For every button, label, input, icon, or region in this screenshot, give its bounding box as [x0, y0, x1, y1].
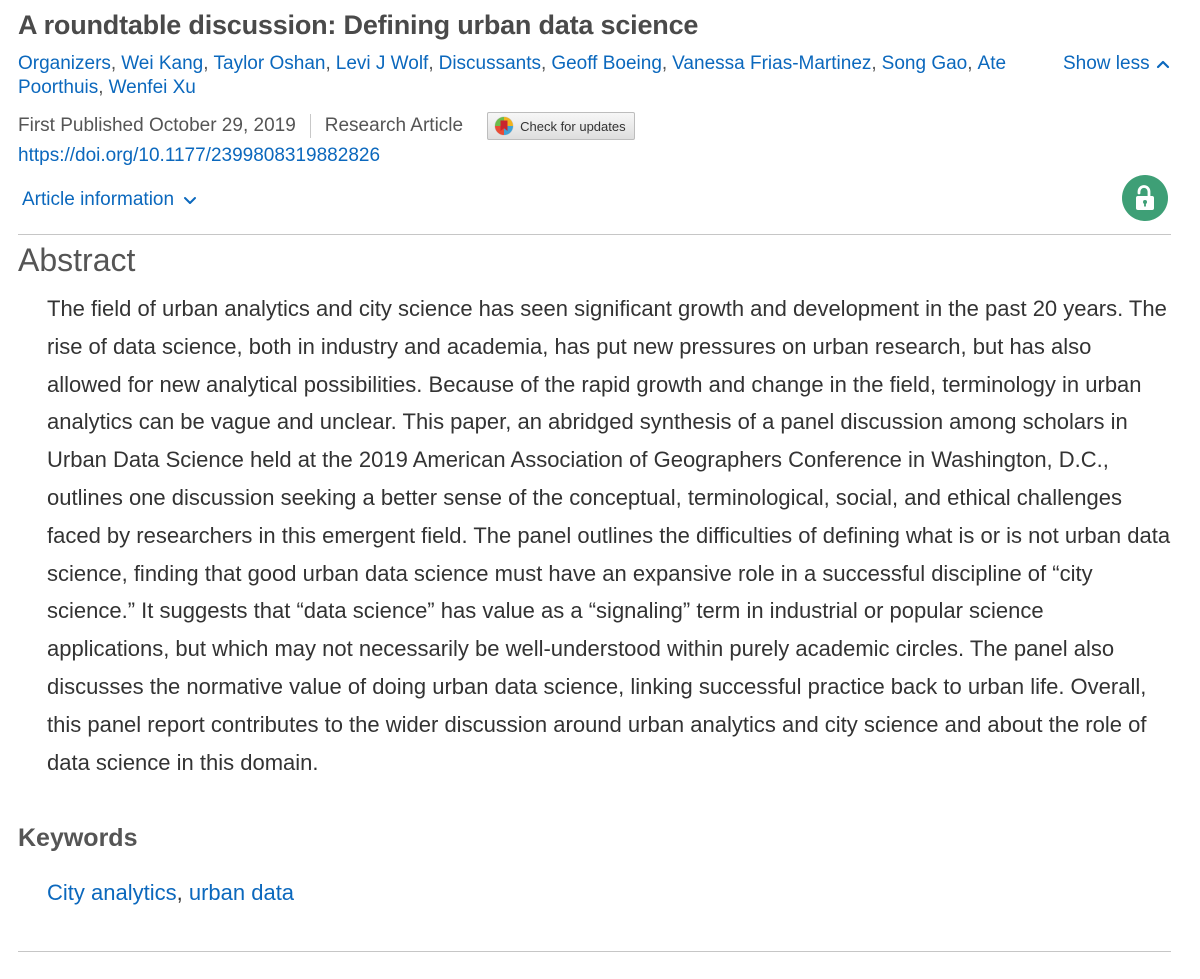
keyword-link-city-analytics[interactable]: City analytics [47, 880, 177, 905]
check-for-updates-label: Check for updates [520, 118, 626, 134]
author-list [18, 52, 1048, 100]
author-separator: , [98, 77, 104, 98]
chevron-down-icon [183, 195, 197, 205]
author-separator: , [203, 53, 209, 74]
show-less-label: Show less [1063, 53, 1150, 74]
keyword-link-urban-data[interactable]: urban data [188, 880, 295, 905]
meta-divider [310, 114, 311, 138]
keywords-list [47, 878, 294, 908]
article-title: A roundtable discussion: Defining urban data science [18, 10, 699, 40]
doi-link[interactable]: https://doi.org/10.1177/2399808319882826 [18, 145, 381, 166]
article-type: Research Article [324, 115, 464, 136]
section-divider [18, 234, 1171, 235]
published-date: First Published October 29, 2019 [18, 115, 296, 136]
author-separator: , [871, 53, 877, 74]
author-levi-wolf-link[interactable]: Levi J Wolf [335, 53, 429, 74]
author-geoff-boeing-link[interactable]: Geoff Boeing [551, 53, 662, 74]
author-separator: , [541, 53, 547, 74]
keywords-heading: Keywords [18, 824, 138, 852]
author-separator: , [967, 53, 973, 74]
unlocked-padlock-icon [1132, 184, 1158, 212]
check-for-updates-button[interactable] [487, 112, 635, 140]
open-access-badge [1122, 175, 1168, 221]
show-less-authors-button[interactable] [1063, 52, 1170, 76]
author-ate-poorthuis-link[interactable]: Ate Poorthuis [18, 53, 1007, 98]
author-song-gao-link[interactable]: Song Gao [881, 53, 968, 74]
abstract-text: The field of urban analytics and city science has seen significant growth and development in the past 20 years. The rise of data science, both in industry and academia, has put new pressures on urban research, but has also allowed for new analytical possibilities. Because of the rapid growth and change in the field, terminology in urban analytics can be vague and unclear. This paper, an abridged synthesis of a panel discussion among scholars in Urban Data Science held at the 2019 American Association of Geographers Conference in Washington, D.C., outlines one discussion seeking a better sense of the conceptual, terminological, social, and ethical challenges faced by researchers in this emergent field. The panel outlines the difficulties of defining what is or is not urban data science, finding that good urban data science must have an expansive role in a successful discipline of “city science.” It suggests that “data science” has value as a “signaling” term in industrial or popular science applications, but which may not necessarily be well-understood within purely academic circles. The panel also discusses the normative value of doing urban data science, linking successful practice back to urban life. Overall, this panel report contributes to the wider discussion around urban analytics and city science and about the role of data science in this domain. [47, 296, 1171, 775]
section-divider [18, 951, 1171, 952]
publication-meta [18, 112, 635, 140]
author-vanessa-frias-martinez-link[interactable]: Vanessa Frias-Martinez [672, 53, 872, 74]
keyword-separator: , [176, 880, 183, 905]
author-taylor-oshan-link[interactable]: Taylor Oshan [213, 53, 326, 74]
author-organizers-link[interactable]: Organizers [18, 53, 111, 74]
author-wenfei-xu-link[interactable]: Wenfei Xu [108, 77, 196, 98]
author-separator: , [661, 53, 668, 74]
article-information-toggle[interactable] [22, 188, 197, 212]
author-separator: , [325, 53, 331, 74]
abstract-heading: Abstract [18, 242, 136, 278]
author-separator: , [428, 53, 434, 74]
chevron-up-icon [1156, 59, 1170, 69]
article-information-label: Article information [22, 189, 175, 210]
author-wei-kang-link[interactable]: Wei Kang [121, 53, 204, 74]
author-separator: , [110, 53, 117, 74]
author-discussants-link[interactable]: Discussants [438, 53, 542, 74]
crossmark-icon [494, 116, 514, 136]
